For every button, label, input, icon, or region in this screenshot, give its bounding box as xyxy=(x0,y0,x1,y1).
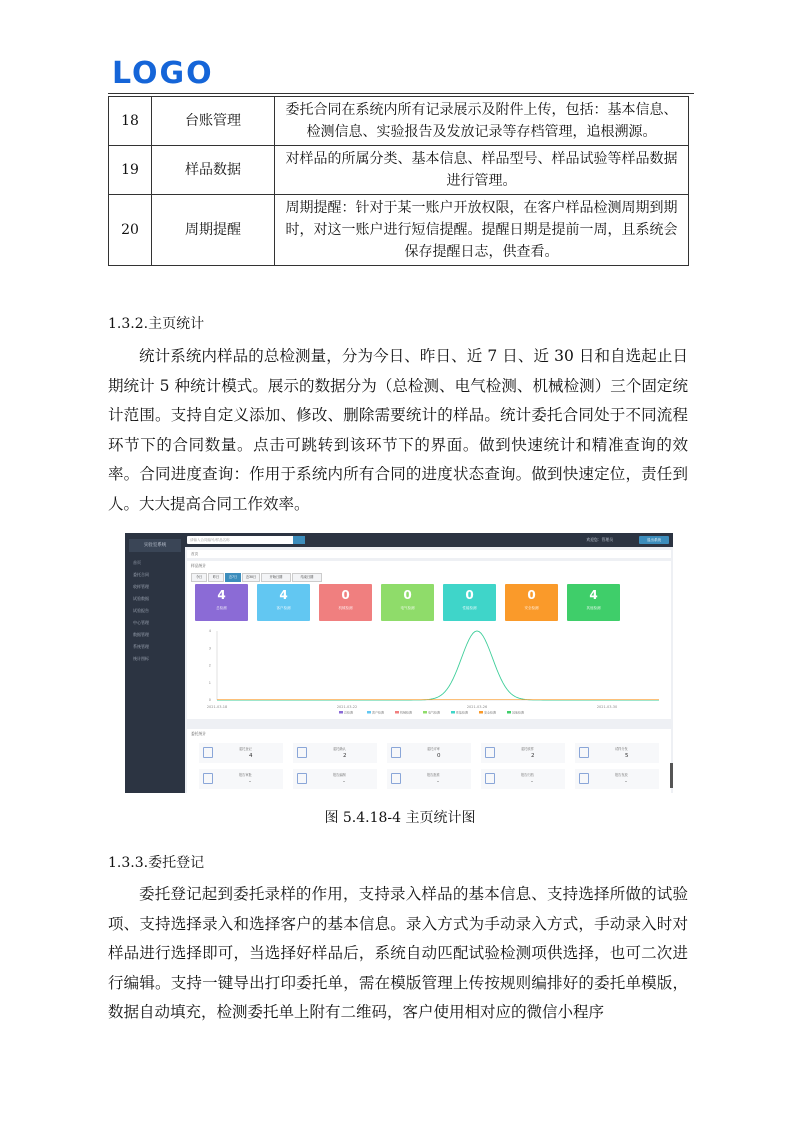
table-row xyxy=(109,97,689,146)
fig-filter-button[interactable]: 近30日 xyxy=(242,573,260,582)
fig-contract-stat[interactable] xyxy=(387,743,471,763)
fig-menu-item[interactable]: 数据管理 xyxy=(133,632,149,637)
fig-contract-stat[interactable] xyxy=(293,743,377,763)
fig-search-input[interactable]: 请输入合同编号/样品名称 xyxy=(187,536,305,544)
fig-stat-card[interactable] xyxy=(505,584,558,621)
fig-contract-stat-label: 报告编制 xyxy=(333,773,346,777)
fig-contract-stat-value: - xyxy=(625,779,627,785)
fig-card-label: 客户检测 xyxy=(276,606,291,610)
fig-search-button[interactable] xyxy=(293,536,305,544)
row-number: 19 xyxy=(109,146,152,195)
fig-contract-stat-label: 报告归档 xyxy=(521,773,534,777)
row-number: 20 xyxy=(109,195,152,266)
fig-chart-y-tick: 2 xyxy=(208,663,211,668)
fig-chart-legend-swatch xyxy=(395,711,399,714)
fig-contract-stat-value: 4 xyxy=(249,753,253,759)
fig-contract-stat-value: 5 xyxy=(625,753,629,759)
header-divider xyxy=(108,93,694,94)
fig-chart-legend-label: 电气检测 xyxy=(428,710,441,715)
fig-brand: 实验室系统 xyxy=(129,539,181,552)
document-icon xyxy=(485,773,495,784)
document-icon xyxy=(297,773,307,784)
fig-menu-item[interactable]: 系统管理 xyxy=(133,644,149,649)
fig-contract-stat-value: - xyxy=(249,779,251,785)
fig-chart-legend-swatch xyxy=(451,711,455,714)
fig-contract-stat-value: - xyxy=(531,779,533,785)
document-icon xyxy=(203,773,213,784)
fig-contract-stat[interactable] xyxy=(199,769,283,789)
fig-menu-item[interactable]: 中心管理 xyxy=(133,620,149,625)
fig-stat-card[interactable] xyxy=(257,584,310,621)
fig-contract-stat-label: 委托评审 xyxy=(427,747,440,751)
document-icon xyxy=(391,773,401,784)
fig-chart-x-tick: 2021-03-18 xyxy=(206,705,228,709)
fig-stat-card[interactable] xyxy=(195,584,248,621)
fig-contract-stat-label: 报告批准 xyxy=(427,773,440,777)
fig-chart-legend-label: 总检测 xyxy=(344,710,354,715)
paragraph-contract-register: 委托登记起到委托录样的作用，支持录入样品的基本信息、支持选择所做的试验项、支持选择录入和选择客户的基本信息。录入方式为手动录入方式，手动录入时对样品进行选择即可，当选择好样品后，系统自动匹配试验检测项供选择，也可二次进行编辑。支持一键导出打印委托单，需在模版管理上传按规则编排好的委托单模版，数据自动填充，检测委托单上附有二维码，客户使用相对应的微信小程序 xyxy=(108,885,688,1021)
document-icon xyxy=(579,747,589,758)
fig-card-label: 总检测 xyxy=(216,606,227,610)
fig-chart-y-tick: 4 xyxy=(208,629,211,634)
fig-chart-series-total xyxy=(217,631,659,700)
document-icon xyxy=(579,773,589,784)
fig-line-chart xyxy=(189,625,669,717)
fig-chart-legend-swatch xyxy=(479,711,483,714)
fig-chart-x-tick: 2021-03-22 xyxy=(336,705,358,709)
row-description: 委托合同在系统内所有记录展示及附件上传，包括：基本信息、检测信息、实验报告及发放记录等存档管理，追根溯源。 xyxy=(275,97,689,146)
fig-menu-item[interactable]: 试验报告 xyxy=(133,608,149,613)
home-stats-screenshot xyxy=(125,533,673,793)
fig-chart-legend-label: 机械检测 xyxy=(400,710,413,715)
section-title-contract-register: 1.3.3.委托登记 xyxy=(108,855,205,871)
fig-contract-stat[interactable] xyxy=(575,769,659,789)
row-number: 18 xyxy=(109,97,152,146)
table-row xyxy=(109,195,689,266)
fig-contract-stat[interactable] xyxy=(387,769,471,789)
fig-contract-stat-value: - xyxy=(437,779,439,785)
fig-chart-legend-swatch xyxy=(423,711,427,714)
fig-card-label: 性能检测 xyxy=(462,606,477,610)
document-icon xyxy=(391,747,401,758)
document-icon xyxy=(485,747,495,758)
fig-card-value: 0 xyxy=(403,588,412,602)
fig-tab-home[interactable]: 首页 xyxy=(187,550,671,558)
fig-filter-button[interactable]: 近7日 xyxy=(225,573,241,582)
fig-chart-y-tick: 1 xyxy=(208,680,211,685)
row-feature-name: 周期提醒 xyxy=(152,195,275,266)
fig-menu-item[interactable]: 试验数据 xyxy=(133,596,149,601)
fig-card-label: 其他检测 xyxy=(586,606,601,610)
fig-stats-title: 委托统计 xyxy=(191,731,207,736)
fig-card-label: 安全检测 xyxy=(524,606,539,610)
fig-panel-title: 样品统计 xyxy=(191,563,207,568)
row-feature-name: 台账管理 xyxy=(152,97,275,146)
fig-chart-x-tick: 2021-03-26 xyxy=(466,705,488,709)
fig-contract-stat-value: - xyxy=(343,779,345,785)
fig-contract-stat-label: 报告发放 xyxy=(615,773,628,777)
fig-card-value: 4 xyxy=(279,588,288,602)
fig-chart-y-tick: 0 xyxy=(208,698,211,703)
fig-chart-y-tick: 3 xyxy=(208,646,211,651)
fig-contract-stat[interactable] xyxy=(481,743,565,763)
fig-filter-button[interactable]: 昨日 xyxy=(208,573,224,582)
logo: LOGO xyxy=(112,56,214,91)
fig-menu-item[interactable]: 首页 xyxy=(133,560,141,565)
fig-chart-legend-label: 性能检测 xyxy=(456,710,469,715)
fig-contract-stat-label: 委托确认 xyxy=(333,747,346,751)
fig-contract-stat-label: 委托收样 xyxy=(521,747,534,751)
fig-contract-stat-value: 0 xyxy=(437,753,441,759)
fig-sidebar xyxy=(125,533,185,793)
fig-card-label: 机械检测 xyxy=(338,606,353,610)
fig-filter-button[interactable]: 今日 xyxy=(191,573,207,582)
fig-chart-legend-label: 安全检测 xyxy=(484,710,497,715)
fig-card-value: 0 xyxy=(341,588,350,602)
fig-chart-legend-label: 客户检测 xyxy=(372,710,385,715)
fig-filter-button[interactable]: 结束日期 xyxy=(292,573,322,582)
fig-card-value: 0 xyxy=(465,588,474,602)
fig-contract-stat-label: 试样分发 xyxy=(615,747,628,751)
row-description: 周期提醒：针对于某一账户开放权限，在客户样品检测周期到期时，对这一账户进行短信提醒。提醒日期是提前一周，且系统会保存提醒日志，供查看。 xyxy=(275,195,689,266)
feature-table xyxy=(108,96,689,266)
fig-menu-item[interactable]: 统计图标 xyxy=(133,656,149,661)
fig-contract-stat[interactable] xyxy=(293,769,377,789)
fig-filter-button[interactable]: 开始日期 xyxy=(261,573,291,582)
section-title-home-stats: 1.3.2.主页统计 xyxy=(108,316,205,332)
fig-sample-stats-panel xyxy=(187,561,671,719)
fig-contract-stat-value: 2 xyxy=(343,753,347,759)
row-feature-name: 样品数据 xyxy=(152,146,275,195)
fig-contract-stat[interactable] xyxy=(199,743,283,763)
fig-card-value: 0 xyxy=(527,588,536,602)
fig-contract-stat-label: 委托登记 xyxy=(239,747,252,751)
row-description: 对样品的所属分类、基本信息、样品型号、样品试验等样品数据进行管理。 xyxy=(275,146,689,195)
fig-chart-legend-swatch xyxy=(507,711,511,714)
document-icon xyxy=(297,747,307,758)
fig-card-value: 4 xyxy=(589,588,598,602)
fig-chart-legend-label: 其他检测 xyxy=(512,710,525,715)
paragraph-home-stats: 统计系统内样品的总检测量，分为今日、昨日、近 7 日、近 30 日和自选起止日期统计 5 种统计模式。展示的数据分为（总检测、电气检测、机械检测）三个固定统计范围。支持自定义添加、修改、删除需要统计的样品。统计委托合同处于不同流程环节下的合同数量。点击可跳转到该环节下的界面。做到快速统计和精准查询的效率。合同进度查询：作用于系统内所有合同的进度状态查询。做到快速定位，责任到人。大大提高合同工作效率。 xyxy=(108,347,688,513)
fig-contract-stat-value: 2 xyxy=(531,753,535,759)
fig-contract-stat[interactable] xyxy=(481,769,565,789)
fig-stat-card[interactable] xyxy=(567,584,620,621)
fig-contract-stats-panel xyxy=(187,729,671,793)
figure-caption: 图 5.4.18-4 主页统计图 xyxy=(324,810,476,826)
fig-stat-card[interactable] xyxy=(443,584,496,621)
fig-scrollbar[interactable] xyxy=(670,763,673,788)
fig-chart-legend-swatch xyxy=(367,711,371,714)
fig-menu-item[interactable]: 委托合同 xyxy=(133,572,149,577)
fig-exit-button[interactable]: 退出系统 xyxy=(639,536,669,544)
fig-contract-stat[interactable] xyxy=(575,743,659,763)
fig-card-value: 4 xyxy=(217,588,226,602)
fig-chart-x-tick: 2021-03-30 xyxy=(596,705,618,709)
document-icon xyxy=(203,747,213,758)
fig-chart-legend-swatch xyxy=(339,711,343,714)
fig-contract-stat-label: 报告审批 xyxy=(239,773,252,777)
fig-card-label: 电气检测 xyxy=(400,606,415,610)
fig-menu-item[interactable]: 收样管理 xyxy=(133,584,149,589)
fig-stat-card[interactable] xyxy=(381,584,434,621)
fig-stat-card[interactable] xyxy=(319,584,372,621)
table-row xyxy=(109,146,689,195)
fig-user-greeting: 欢迎您：管理员 xyxy=(586,537,613,542)
